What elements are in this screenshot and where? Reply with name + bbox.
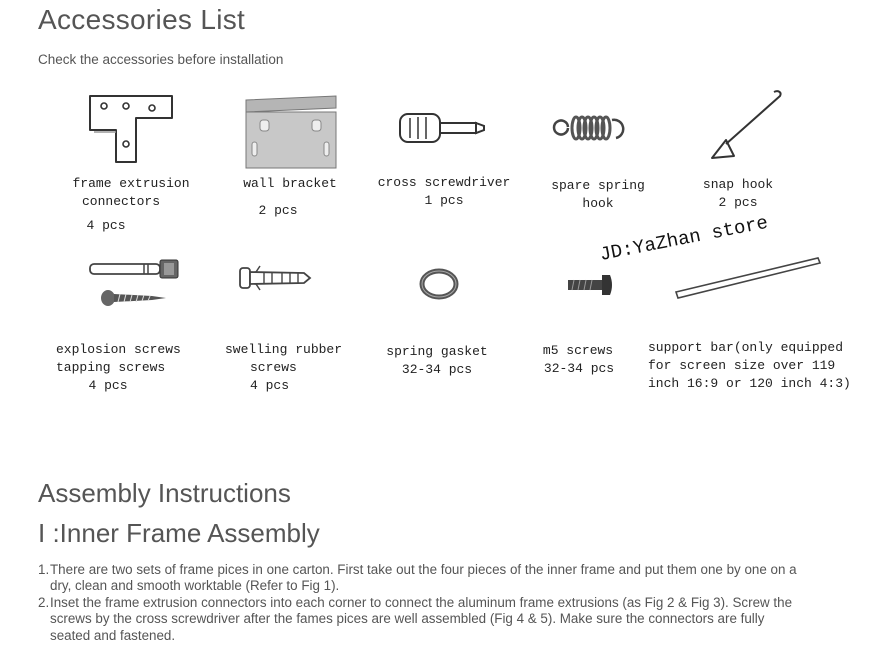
accessory-qty: 4 pcs — [88, 378, 128, 393]
accessory-name: snap hook — [702, 177, 774, 192]
support-bar-icon — [674, 254, 824, 304]
step-text: Inset the frame extrusion connectors into each corner to connect the aluminum frame extrusions (as Fig 2 & Fig 3). Screw the screws by the cross screwdriver after the fames pices are well assembled (Fig 4 & 5). Make sure the connectors are fully seated and fastened. — [50, 594, 793, 643]
accessory-name: cross screwdriver — [377, 175, 511, 190]
instruction-step — [38, 562, 798, 595]
accessory-qty: 4 pcs — [86, 218, 126, 233]
accessory-name: swelling rubber — [225, 342, 343, 357]
wall-bracket-icon — [244, 94, 340, 170]
accessory-qty: 32-34 pcs — [543, 361, 615, 376]
instruction-list — [38, 562, 798, 644]
accessory-name: spring gasket — [386, 344, 488, 359]
accessory-qty: 4 pcs — [250, 378, 290, 393]
step-number: 1. — [38, 562, 50, 577]
spring-hook-icon — [556, 108, 628, 148]
m5-screw-icon — [566, 272, 616, 298]
accessory-name: connectors — [81, 194, 160, 209]
store-watermark: JD:YaZhan store — [597, 211, 770, 266]
frame-connector-icon — [86, 92, 178, 164]
accessory-name: hook — [582, 196, 614, 211]
page-title: Accessories List — [38, 4, 246, 35]
accessory-name: for screen size over 119 — [648, 358, 836, 373]
spring-gasket-icon — [418, 266, 460, 302]
explosion-screw-icon — [84, 256, 184, 312]
page-subtitle: Check the accessories before installation — [38, 52, 284, 67]
inner-frame-heading: I :Inner Frame Assembly — [38, 518, 320, 548]
accessory-name: m5 screws — [542, 343, 614, 358]
assembly-heading: Assembly Instructions — [38, 478, 291, 508]
accessory-name: wall bracket — [243, 176, 337, 191]
snap-hook-icon — [704, 88, 786, 162]
accessory-name: frame extrusion — [72, 176, 190, 191]
instruction-step — [38, 595, 798, 644]
accessory-qty: 2 pcs — [718, 195, 758, 210]
step-number: 2. — [38, 594, 50, 610]
screwdriver-icon — [398, 108, 488, 148]
accessory-name: spare spring — [551, 178, 645, 193]
accessory-name: inch 16:9 or 120 inch 4:3) — [648, 376, 851, 391]
accessory-qty: 1 pcs — [424, 193, 464, 208]
accessory-name: explosion screws — [56, 342, 181, 357]
accessory-qty: 32-34 pcs — [401, 362, 473, 377]
accessory-qty: 2 pcs — [258, 203, 298, 218]
accessory-name: screws — [250, 360, 297, 375]
accessory-name: tapping screws — [56, 360, 166, 375]
accessory-name: support bar(only equipped — [648, 340, 844, 355]
step-text: There are two sets of frame pices in one carton. First take out the four pieces of the inner frame and put them one by one on a dry, clean and smooth worktable (Refer to Fig 1). — [50, 562, 797, 594]
rubber-screw-icon — [238, 264, 314, 292]
